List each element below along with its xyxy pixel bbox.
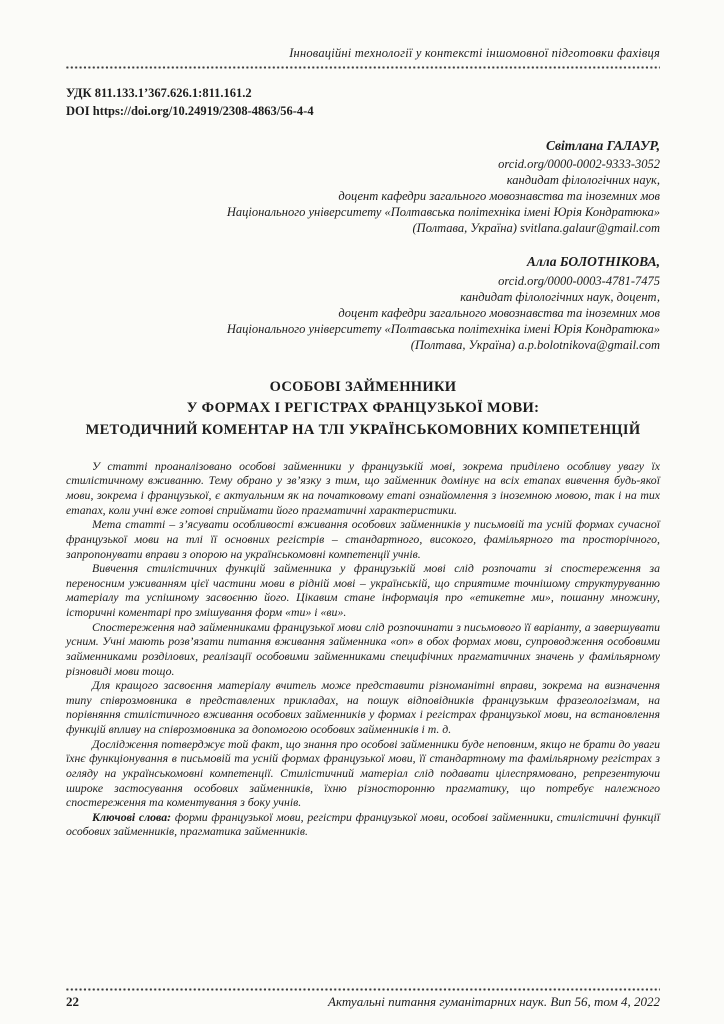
title-line: МЕТОДИЧНИЙ КОМЕНТАР НА ТЛІ УКРАЇНСЬКОМОВНИХ КОМПЕТЕНЦІЙ — [85, 422, 641, 439]
author-position: доцент кафедри загального мовознавства та іноземних мов — [338, 305, 660, 320]
author-degree: кандидат філологічних наук, доцент, — [460, 289, 660, 304]
author-block-bolotnikova — [66, 253, 660, 352]
footer-rule — [66, 988, 660, 991]
author-position: доцент кафедри загального мовознавства та іноземних мов — [338, 189, 660, 204]
author-name: Світлана ГАЛАУР, — [546, 138, 660, 153]
abstract-paragraph: Спостереження над займенниками французької мови слід розпочинати з письмового її варіанту, а завершувати усним. Учні мають розв’язати питання вживання займенника «on» в обох формах мови, супроводження особовими займенниками розділових, реалізації особовими займенниками специфічних прагматичних значень у фамільярному різновиді мови тощо. — [66, 619, 660, 678]
author-orcid: orcid.org/0000-0003-4781-7475 — [498, 273, 660, 288]
abstract-paragraph: Вивчення стилістичних функцій займенника у французькій мові слід розпочати зі спостереження за переносним уживанням цієї частини мови в рідній мові – українській, що сприятиме точнішому структуруванню матеріалу та успішному засвоєнню його. Цікавим стане інформація про «етикетне ми», пошанну множину, історичні коментарі про змішування форм «ти» і «ви». — [66, 561, 660, 620]
author-university: Національного університету «Полтавська політехніка імені Юрія Кондратюка» — [226, 205, 660, 220]
journal-citation: Актуальні питання гуманітарних наук. Вип 56, том 4, 2022 — [328, 994, 660, 1009]
author-university: Національного університету «Полтавська політехніка імені Юрія Кондратюка» — [226, 321, 660, 336]
running-head: Інноваційні технології у контексті іншомовної підготовки фахівця — [289, 46, 660, 60]
title-line: У ФОРМАХ І РЕГІСТРАХ ФРАНЦУЗЬКОЇ МОВИ: — [186, 400, 540, 417]
article-title — [66, 377, 660, 442]
page-number: 22 — [66, 994, 79, 1009]
page-footer — [66, 988, 660, 1010]
author-degree: кандидат філологічних наук, — [506, 173, 660, 188]
keywords-text: форми французької мови, регістри французької мови, особові займенники, стилістичні функції особових займенників, прагматика займенників. — [66, 809, 661, 839]
abstract-paragraph: У статті проаналізовано особові займенники у французькій мові, зокрема приділено особливу увагу їх стилістичному вживанню. Тему обрано у зв’язку з тим, що займенник домінує на всіх етапах вивчення будь-якої мови, зокрема і французької, є актуальним як на початковому етапі ознайомлення з іноземною мовою, так і на тих етапах, коли учні вже готові сприймати його прагматичні характеристики. — [66, 458, 660, 517]
author-name: Алла БОЛОТНІКОВА, — [526, 254, 660, 270]
abstract-paragraph: Для кращого засвоєння матеріалу вчитель може представити різноманітні вправи, зокрема на визначення типу співрозмовника в представлених прикладах, на пошук відповідників французьким фразеологізмам, на порівняння стилістичного вживання особових займенників у формах і регістрах французької мови, на встановлення функцій впливу на співрозмовника за допомогою особових займенників і т. д. — [66, 678, 660, 737]
author-contact: (Полтава, Україна) a.p.bolotnikova@gmail.com — [410, 337, 660, 352]
author-block-galaur — [66, 137, 660, 236]
author-orcid: orcid.org/0000-0002-9333-3052 — [498, 157, 660, 172]
header-rule — [66, 66, 660, 69]
abstract-paragraph: Мета статті – з’ясувати особливості вживання особових займенників у письмовій та усній формах сучасної французької мови на тлі її основних регістрів – стандартного, високого, фамільярного та просторічного, запропонувати вправи з опорою на українськомовні компетенції учнів. — [66, 517, 660, 561]
abstract-paragraph: Дослідження потверджує той факт, що знання про особові займенники буде неповним, якщо не брати до уваги їхнє функціонування в письмовій та усній формах французької мови, її стандартному та фамільярному регістрах з огляду на українськомовні компетенції. Стилістичний матеріал слід подавати цілеспрямовано, репрезентуючи широке застосування особових займенників, їхню різносторонню прагматику, що потребує належного спостереження та коментування з боку учнів. — [66, 736, 660, 810]
keywords-paragraph — [66, 810, 660, 839]
udc-code: УДК 811.133.1’367.626.1:811.161.2 — [66, 86, 252, 100]
title-line: ОСОБОВІ ЗАЙМЕННИКИ — [269, 378, 457, 395]
footer-row — [66, 994, 660, 1010]
abstract — [66, 459, 660, 839]
keywords-label: Ключові слова: — [92, 809, 172, 824]
doi-link: DOI https://doi.org/10.24919/2308-4863/56-4-4 — [66, 103, 314, 118]
author-contact: (Полтава, Україна) svitlana.galaur@gmail.com — [412, 221, 660, 236]
article-meta — [66, 85, 660, 120]
